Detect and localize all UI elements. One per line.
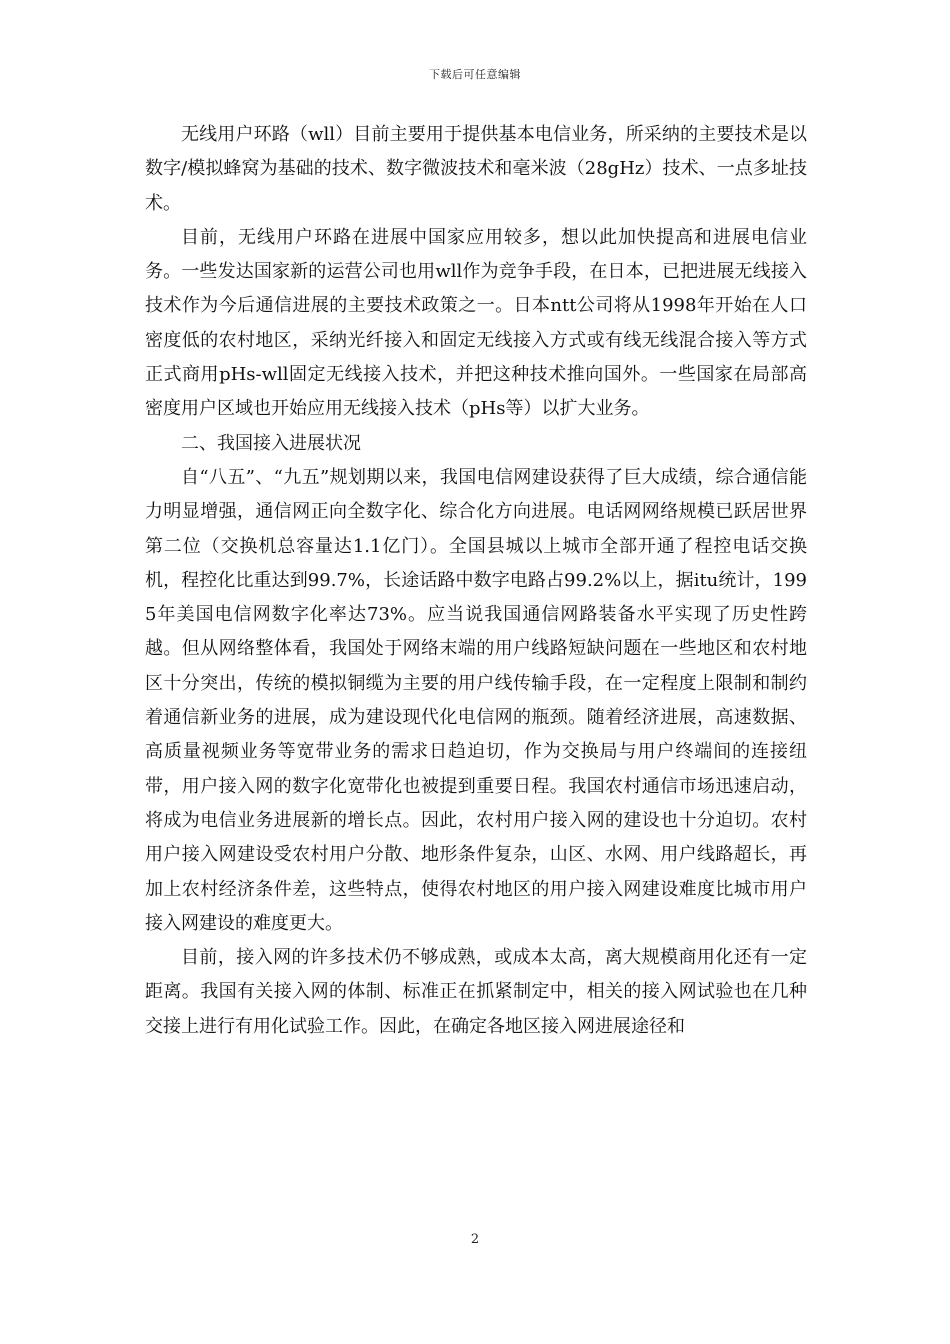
- page-number: 2: [470, 1232, 480, 1247]
- paragraph-wll-countries: 目前，无线用户环路在进展中国家应用较多，想以此加快提高和进展电信业务。一些发达国家新的运营公司也用wll作为竞争手段，在日本，已把进展无线接入技术作为今后通信进展的主要技术政策之一。日本ntt公司将从1998年开始在人口密度低的农村地区，采纳光纤接入和固定无线接入方式或有线无线混合接入等方式正式商用pHs-wll固定无线接入技术，并把这种技术推向国外。一些国家在局部高密度用户区域也开始应用无线接入技术（pHs等）以扩大业务。: [145, 226, 807, 420]
- paragraph-access-tech: 目前，接入网的许多技术仍不够成熟，或成本太高，离大规模商用化还有一定距离。我国有关接入网的体制、标准正在抓紧制定中，相关的接入网试验也在几种交接上进行有用化试验工作。因此，在确定各地区接入网进展途径和: [145, 947, 807, 1037]
- section-heading: 二、我国接入进展状况: [181, 432, 361, 454]
- document-body: [145, 118, 807, 1044]
- paragraph-china-status: 自“八五”、“九五”规划期以来，我国电信网建设获得了巨大成绩，综合通信能力明显增强，通信网正向全数字化、综合化方向进展。电话网网络规模已跃居世界第二位（交换机总容量达1.1亿门）。全国县城以上城市全部开通了程控电话交换机，程控化比重达到99.7%，长途话路中数字电路占99.2%以上，据itu统计，1995年美国电信网数字化率达73%。应当说我国通信网路装备水平实现了历史性跨越。但从网络整体看，我国处于网络末端的用户线路短缺问题在一些地区和农村地区十分突出，传统的模拟铜缆为主要的用户线传输手段，在一定程度上限制和制约着通信新业务的进展，成为建设现代化电信网的瓶颈。随着经济进展，高速数据、高质量视频业务等宽带业务的需求日趋迫切，作为交换局与用户终端间的连接纽带，用户接入网的数字化宽带化也被提到重要日程。我国农村通信市场迅速启动，将成为电信业务进展新的增长点。因此，农村用户接入网的建设也十分迫切。农村用户接入网建设受农村用户分散、地形条件复杂，山区、水网、用户线路超长，再加上农村经济条件差，这些特点，使得农村地区的用户接入网建设难度比城市用户接入网建设的难度更大。: [145, 466, 807, 934]
- paragraph-wll-overview: 无线用户环路（wll）目前主要用于提供基本电信业务，所采纳的主要技术是以数字/模拟蜂窝为基础的技术、数字微波技术和毫米波（28gHz）技术、一点多址技术。: [145, 124, 807, 214]
- page-header: 下载后可任意编辑: [429, 68, 521, 81]
